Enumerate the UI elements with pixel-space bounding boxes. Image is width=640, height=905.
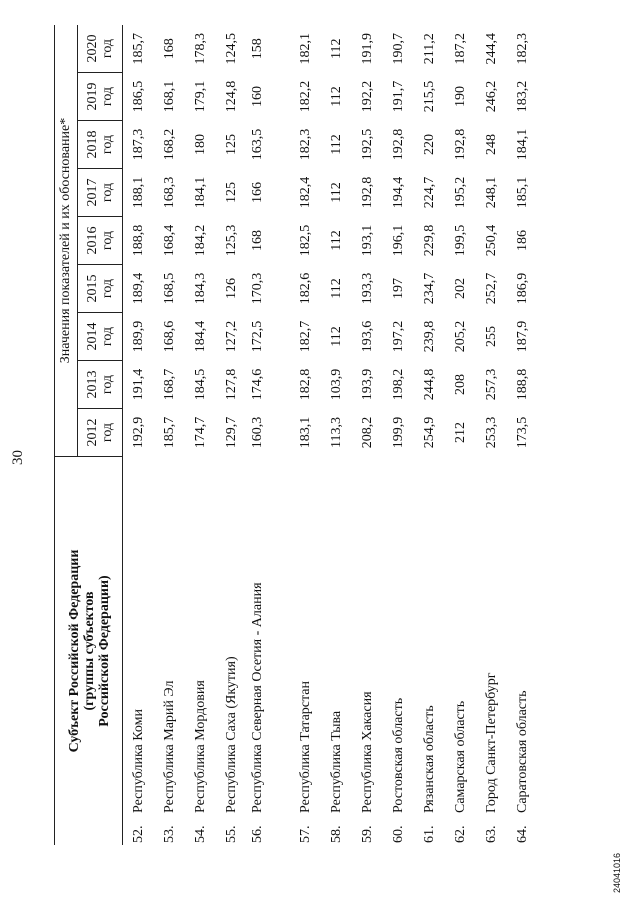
value-cell: 127,8: [223, 368, 239, 401]
value-cell: 168,2: [161, 128, 177, 161]
subject-name: Город Санкт-Петербург: [484, 672, 499, 813]
value-cell: 253,3: [483, 416, 499, 449]
value-cell: 163,5: [250, 128, 265, 161]
value-cell: 192,8: [359, 176, 375, 209]
value-cell: 180: [192, 134, 208, 155]
value-cell: 172,5: [250, 320, 265, 353]
value-cell: 199,5: [452, 224, 468, 257]
value-cell: 186: [514, 230, 530, 251]
year-label: 2017: [85, 178, 100, 207]
value-cell: 187,3: [130, 128, 146, 161]
row-number: 55.: [223, 825, 239, 843]
row-number: 52.: [130, 825, 146, 843]
value-cell: 178,3: [192, 33, 208, 65]
value-cell: 125: [223, 134, 239, 155]
values-group-header: Значения показателей и их обоснование*: [55, 25, 78, 457]
year-unit: год: [100, 374, 115, 395]
value-cell: 182,7: [297, 320, 313, 353]
row-number: 61.: [421, 825, 437, 843]
year-header-2018: [78, 121, 123, 169]
year-unit: год: [100, 230, 115, 251]
subject-header-line: (группы субъектов: [82, 591, 97, 711]
value-cell: 211,2: [421, 33, 437, 65]
value-cell: 112: [328, 38, 344, 59]
value-cell: 168,3: [161, 176, 177, 209]
row-number: 64.: [514, 825, 530, 843]
value-cell: 184,5: [192, 368, 208, 401]
value-cell: 183,1: [297, 416, 313, 449]
value-cell: 188,8: [130, 224, 146, 257]
value-cell: 205,2: [452, 320, 468, 353]
subject-name: Республика Северная Осетия - Алания: [250, 582, 265, 813]
value-cell: 166: [250, 182, 265, 203]
year-header-2013: [78, 361, 123, 409]
year-header-2016: [78, 217, 123, 265]
value-cell: 208: [452, 374, 468, 395]
table-row: [445, 25, 476, 845]
value-cell: 112: [328, 278, 344, 299]
value-cell: 184,1: [514, 128, 530, 161]
value-cell: 112: [328, 230, 344, 251]
value-cell: 248,1: [483, 176, 499, 209]
value-cell: 158: [250, 38, 265, 60]
value-cell: 229,8: [421, 224, 437, 257]
value-cell: 112: [328, 182, 344, 203]
value-cell: 244,8: [421, 368, 437, 401]
value-cell: 255: [483, 326, 499, 347]
year-label: 2019: [85, 82, 100, 111]
year-unit: год: [100, 278, 115, 299]
value-cell: 224,7: [421, 176, 437, 209]
table-row: [185, 25, 216, 845]
value-cell: 191,4: [130, 368, 146, 401]
value-cell: 186,9: [514, 272, 530, 305]
value-cell: 124,8: [223, 80, 239, 113]
value-cell: 192,5: [359, 128, 375, 161]
value-cell: 252,7: [483, 272, 499, 305]
value-cell: 112: [328, 326, 344, 347]
value-cell: 185,7: [130, 33, 146, 65]
value-cell: 246,2: [483, 80, 499, 113]
value-cell: 182,2: [297, 80, 313, 113]
value-cell: 112: [328, 134, 344, 155]
table-row: [123, 25, 154, 845]
value-cell: 185,7: [161, 416, 177, 449]
value-cell: 184,1: [192, 176, 208, 209]
value-cell: 173,5: [514, 416, 530, 449]
subject-header-line: Российской Федерации): [97, 575, 112, 727]
year-label: 2012: [85, 418, 100, 447]
table-row: [414, 25, 445, 845]
value-cell: 126: [223, 278, 239, 299]
year-header-2012: [78, 409, 123, 457]
table-header: [55, 25, 124, 845]
subject-name: Республика Саха (Якутия): [224, 656, 239, 813]
subject-name: Республика Марий Эл: [162, 680, 177, 813]
year-unit: год: [100, 134, 115, 155]
row-number: 57.: [297, 825, 313, 843]
value-cell: 199,9: [390, 416, 406, 449]
year-label: 2020: [85, 34, 100, 63]
value-cell: 197,2: [390, 320, 406, 353]
year-unit: год: [100, 86, 115, 107]
table-row: [476, 25, 507, 845]
table-row: [352, 25, 383, 845]
value-cell: 168,1: [161, 80, 177, 113]
value-cell: 168,6: [161, 320, 177, 353]
year-header-2014: [78, 313, 123, 361]
row-number: 59.: [359, 825, 375, 843]
value-cell: 174,7: [192, 416, 208, 449]
value-cell: 112: [328, 86, 344, 107]
year-header-2020: [78, 25, 123, 73]
value-cell: 183,2: [514, 80, 530, 113]
value-cell: 168: [250, 230, 265, 251]
year-label: 2015: [85, 274, 100, 303]
value-cell: 188,1: [130, 176, 146, 209]
value-cell: 184,4: [192, 320, 208, 353]
row-number: 53.: [161, 825, 177, 843]
value-cell: 244,4: [483, 33, 499, 65]
year-label: 2018: [85, 130, 100, 159]
value-cell: 168: [161, 38, 177, 60]
value-cell: 182,8: [297, 368, 313, 401]
subject-name: Самарская область: [453, 700, 468, 813]
subject-name: Республика Коми: [131, 709, 146, 813]
value-cell: 234,7: [421, 272, 437, 305]
value-cell: 184,2: [192, 224, 208, 257]
value-cell: 198,2: [390, 368, 406, 401]
subject-name: Рязанская область: [422, 705, 437, 813]
value-cell: 182,4: [297, 176, 313, 209]
table-row: [247, 25, 290, 845]
value-cell: 124,5: [223, 33, 239, 65]
value-cell: 188,8: [514, 368, 530, 401]
value-cell: 170,3: [250, 272, 265, 305]
year-unit: год: [100, 422, 115, 443]
value-cell: 248: [483, 134, 499, 155]
subject-name: Ростовская область: [391, 697, 406, 813]
year-header-2015: [78, 265, 123, 313]
value-cell: 182,3: [297, 128, 313, 161]
value-cell: 202: [452, 278, 468, 299]
value-cell: 193,9: [359, 368, 375, 401]
table-row: [321, 25, 352, 845]
value-cell: 220: [421, 134, 437, 155]
value-cell: 179,1: [192, 80, 208, 113]
year-label: 2014: [85, 322, 100, 351]
value-cell: 186,5: [130, 80, 146, 113]
row-number: 54.: [192, 825, 208, 843]
value-cell: 127,2: [223, 320, 239, 353]
subject-name: Саратовская область: [515, 690, 530, 813]
subject-header-line: Субъект Российской Федерации: [67, 549, 82, 753]
value-cell: 113,3: [328, 417, 344, 448]
subject-name: Республика Татарстан: [298, 680, 313, 813]
value-cell: 182,5: [297, 224, 313, 257]
subject-name: Республика Хакасия: [360, 691, 375, 813]
value-cell: 182,6: [297, 272, 313, 305]
value-cell: 168,7: [161, 368, 177, 401]
year-label: 2016: [85, 226, 100, 255]
value-cell: 192,8: [452, 128, 468, 161]
value-cell: 196,1: [390, 224, 406, 257]
document-stamp: 24041016: [612, 852, 622, 893]
value-cell: 254,9: [421, 416, 437, 449]
table-body: [123, 25, 538, 845]
row-number: 56.: [250, 825, 265, 843]
value-cell: 182,3: [514, 33, 530, 65]
value-cell: 125,3: [223, 224, 239, 257]
value-cell: 215,5: [421, 80, 437, 113]
value-cell: 160,3: [250, 416, 265, 449]
value-cell: 189,4: [130, 272, 146, 305]
value-cell: 184,3: [192, 272, 208, 305]
value-cell: 187,2: [452, 33, 468, 65]
year-header-2017: [78, 169, 123, 217]
value-cell: 190,7: [390, 33, 406, 65]
table-row: [154, 25, 185, 845]
row-number: 63.: [483, 825, 499, 843]
row-number: 58.: [328, 825, 344, 843]
value-cell: 192,2: [359, 80, 375, 113]
value-cell: 191,9: [359, 33, 375, 65]
table-row: [290, 25, 321, 845]
table-row: [216, 25, 247, 845]
subject-column-header: [55, 457, 123, 846]
table-row: [507, 25, 538, 845]
value-cell: 212: [452, 422, 468, 443]
subject-name: Республика Мордовия: [193, 680, 208, 813]
year-unit: год: [100, 38, 115, 59]
value-cell: 193,1: [359, 224, 375, 257]
value-cell: 103,9: [328, 368, 344, 401]
year-label: 2013: [85, 370, 100, 399]
value-cell: 197: [390, 278, 406, 299]
value-cell: 208,2: [359, 416, 375, 449]
value-cell: 189,9: [130, 320, 146, 353]
value-cell: 185,1: [514, 176, 530, 209]
value-cell: 239,8: [421, 320, 437, 353]
value-cell: 129,7: [223, 416, 239, 449]
value-cell: 195,2: [452, 176, 468, 209]
value-cell: 174,6: [250, 368, 265, 401]
value-cell: 190: [452, 86, 468, 107]
value-cell: 192,9: [130, 416, 146, 449]
value-cell: 192,8: [390, 128, 406, 161]
year-header-2019: [78, 73, 123, 121]
subject-name: Республика Тыва: [329, 710, 344, 813]
value-cell: 193,3: [359, 272, 375, 305]
year-unit: год: [100, 326, 115, 347]
value-cell: 125: [223, 182, 239, 203]
row-number: 62.: [452, 825, 468, 843]
value-cell: 257,3: [483, 368, 499, 401]
value-cell: 168,4: [161, 224, 177, 257]
row-number: 60.: [390, 825, 406, 843]
value-cell: 193,6: [359, 320, 375, 353]
value-cell: 194,4: [390, 176, 406, 209]
value-cell: 191,7: [390, 80, 406, 113]
value-cell: 187,9: [514, 320, 530, 353]
page-number: 30: [10, 450, 26, 465]
year-unit: год: [100, 182, 115, 203]
value-cell: 182,1: [297, 33, 313, 65]
table-row: [383, 25, 414, 845]
value-cell: 250,4: [483, 224, 499, 257]
value-cell: 168,5: [161, 272, 177, 305]
value-cell: 160: [250, 86, 265, 107]
indicator-table: [54, 25, 538, 845]
